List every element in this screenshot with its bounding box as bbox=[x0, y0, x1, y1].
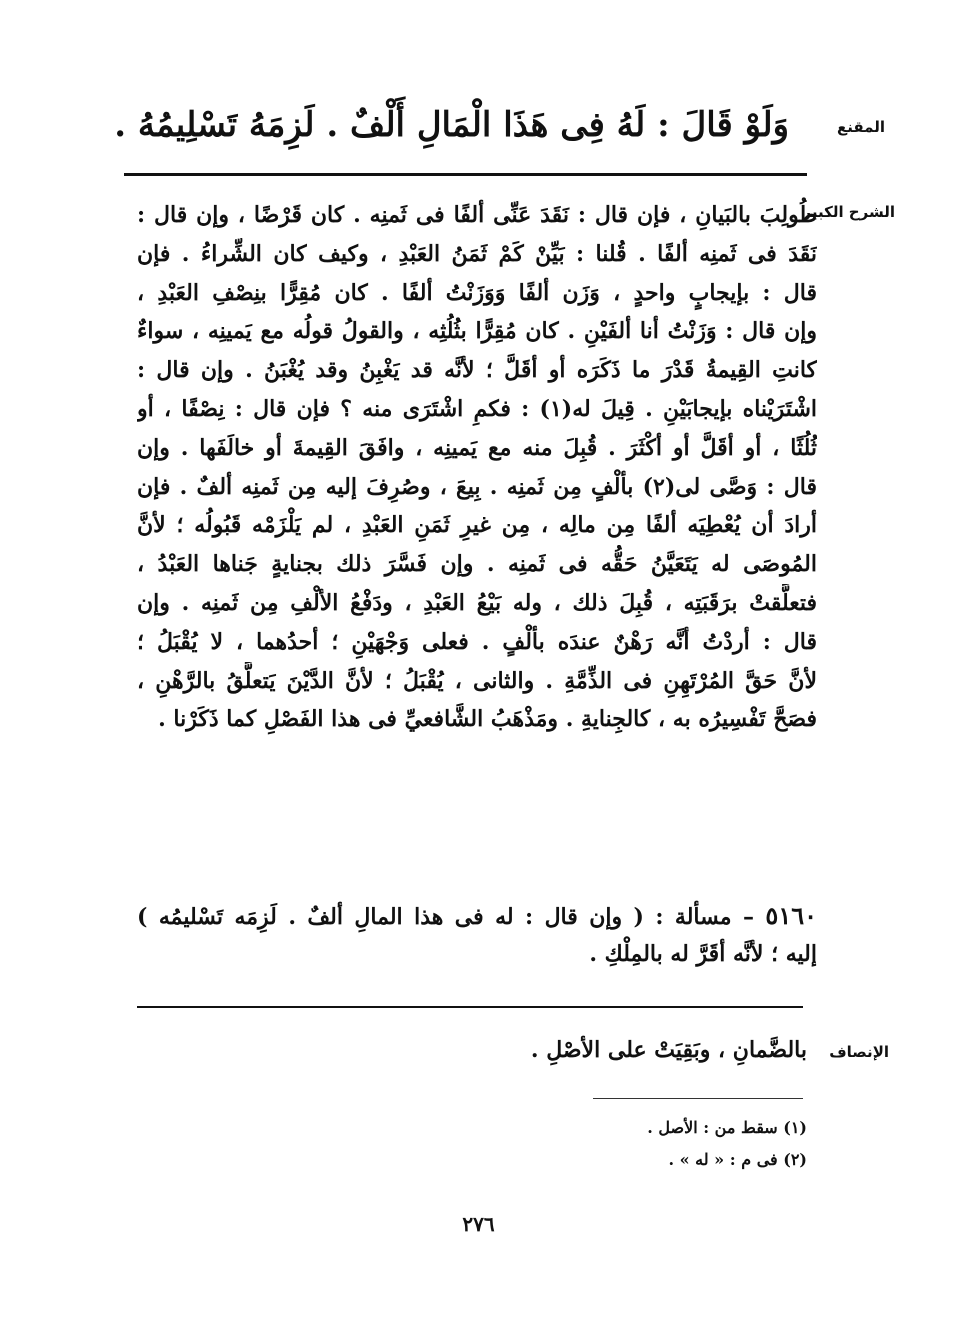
sharh-line: فتعلَّقتْ برَقَبَتِه ، قُبِلَ ذلك ، وله بَيْعُ العَبْدِ ، ودَفْعُ الألْفِ مِن ثَمنِه . وإن bbox=[137, 589, 817, 616]
sharh-line: اشْتَرَيْناه بإيجابَيْنِ . قِيلَ له(١) : فكمِ اشْتَرَى منه ؟ فإن قال : نِصْفًا ، أو bbox=[137, 395, 817, 422]
sharh-line: قال : وَصَّى لى(٢) بألْفٍ مِن ثَمنِه . بِيعَ ، وصُرِفَ إليه مِن ثَمنِه ألفٌ . فإن bbox=[137, 473, 817, 500]
footnote: (٢) فى م : « له » . bbox=[668, 1150, 807, 1169]
insaf-text: بالضَّمانِ ، وبَقِيَتْ على الأصْلِ . bbox=[530, 1037, 807, 1063]
sharh-line: وإن قال : وَزَنْتُ أنا ألفَيْنِ . كان مُقِرًّا بثُلُثِه ، والقولُ قولُه مع يَمينِه ، سواءٌ bbox=[137, 318, 817, 345]
masala-line bbox=[137, 897, 817, 935]
sharh-body bbox=[137, 196, 817, 739]
sharh-line: لأنَّ حَقَّ المُرْتَهِنِ فى الذِّمَّةِ . والثانى ، يُقْبَلُ ؛ لأنَّ الدَّيْنَ يَتعلَّقُ بالرَّهْنِ ، bbox=[137, 667, 817, 694]
sharh-line: نَقَدَ فى ثَمنِه ألفًا . قُلنا : بَيِّنْ كَمْ ثَمَنُ العَبْدِ ، وكيف كان الشِّراءُ . فإن bbox=[137, 240, 817, 267]
sharh-line: أرادَ أن يُعْطِيَه ألفًا مِن مالِه ، مِن غيرِ ثَمَنِ العَبْدِ ، لم يَلْزَمْه قَبُولُه ؛ لأنَّ bbox=[137, 512, 817, 539]
section-divider-thin bbox=[137, 1006, 803, 1008]
insaf-label: الإنصاف bbox=[829, 1043, 889, 1061]
masala-block bbox=[137, 897, 817, 973]
sharh-line: كانتِ القِيمةُ قَدْرَ ما ذَكَرَه أو أقَلَّ ؛ لأنَّه قد يَغْبِنُ وقد يُغْبَنُ . وإن قال : bbox=[137, 357, 817, 384]
sharh-line: طُولِبَ بالبَيانِ ، فإن قال : نَقَدَ عَنِّى ألفًا فى ثَمنِه . كان قَرْضًا ، وإن قال : bbox=[137, 202, 817, 228]
sharh-line: المُوصَى له يَتَعَيَّنُ حَقُّه فى ثَمنِه . وإن فَسَّرَ ذلك بجنايةٍ جَناها العَبْدُ ، bbox=[137, 551, 817, 578]
sharh-line: ثُلُثًا ، أو أقَلَّ أو أكْثَرَ . قُبِلَ منه مع يَمينِه ، وافَقَ القِيمةَ أو خالَفَها . وإن bbox=[137, 434, 817, 461]
sharh-label: الشرح الكبير bbox=[802, 203, 895, 221]
section-divider-thick bbox=[124, 173, 807, 176]
masala-text: – مسألة : ( وإن قال : له فى هذا المالِ ألفٌ . لَزِمَه تَسْليمُه ) bbox=[137, 904, 754, 930]
footnotes bbox=[647, 1112, 807, 1176]
sharh-line: قال : أردْتُ أنَّه رَهْنٌ عندَه بألْفٍ . فعلى وَجْهَيْنِ ؛ أحدُهما ، لا يُقْبَلُ ؛ bbox=[137, 628, 817, 655]
muqni-text: وَلَوْ قَالَ : لَهُ فِى هَذَا الْمَالِ أَلْفٌ . لَزِمَهُ تَسْلِيمُهُ . bbox=[114, 105, 789, 145]
sharh-line: قال : بإيجابٍ واحدٍ ، وَزَن ألفًا وَوَزَنْتُ ألفًا . كان مُقِرًّا بنِصْفِ العَبْدِ ، bbox=[137, 279, 817, 306]
sharh-line: فصَحَّ تَفْسِيرُه به ، كالجِنايةِ . ومَذْهَبُ الشَّافعيِّ فى هذا الفَصْلِ كما ذَكَرْنا . bbox=[158, 706, 817, 733]
footnote: (١) سقط من : الأصل . bbox=[647, 1118, 807, 1137]
muqni-label: المقنع bbox=[837, 118, 885, 136]
page-number: ٢٧٦ bbox=[462, 1212, 495, 1236]
masala-number: ٥١٦٠ bbox=[765, 901, 817, 930]
footnote-divider bbox=[593, 1098, 803, 1099]
masala-line: إليه ؛ لأنَّه أقَرَّ له بالمِلْكِ . bbox=[589, 941, 817, 967]
